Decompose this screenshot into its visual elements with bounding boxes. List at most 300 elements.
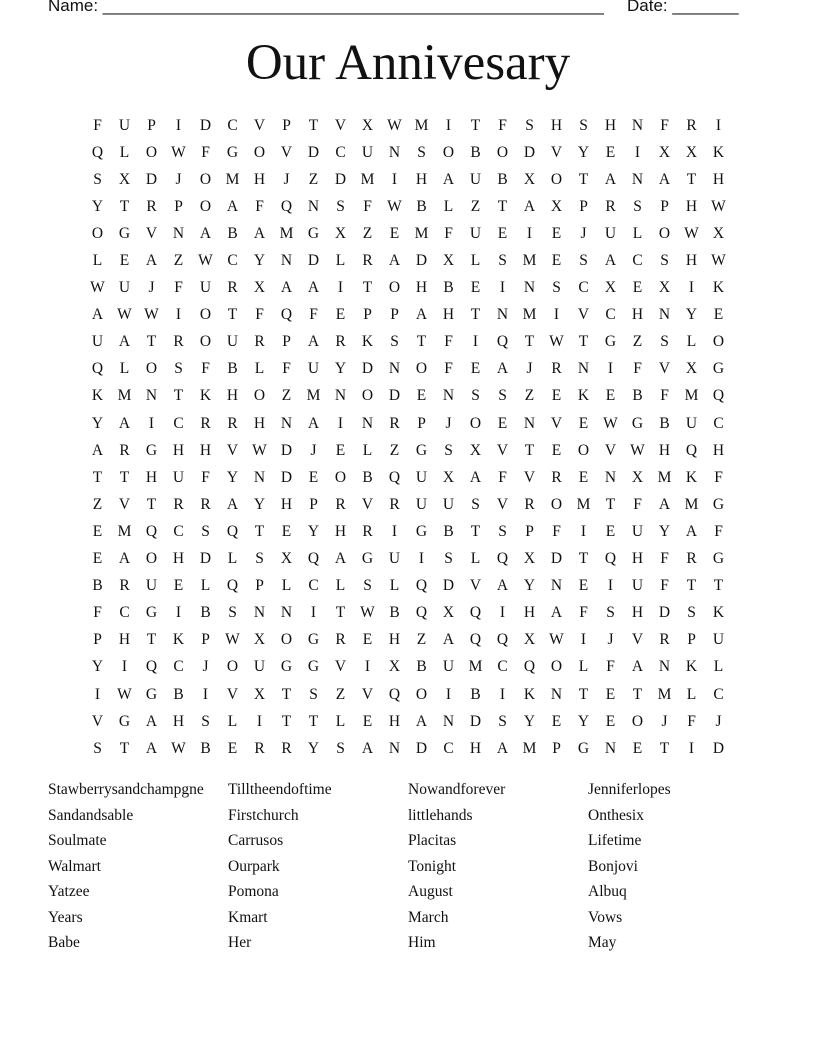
grid-cell: H [631,550,644,568]
grid-cell: T [605,495,616,513]
grid-row [84,681,732,708]
grid-cell: U [307,360,320,378]
grid-cell: Y [685,306,698,324]
grid-cell: V [577,306,590,324]
grid-cell: P [687,631,696,649]
grid-cell: F [714,522,723,540]
grid-cell: V [550,414,563,432]
grid-cell: R [146,197,157,215]
grid-cell: Z [173,252,184,270]
grid-row [84,546,732,573]
grid-cell: E [605,712,616,730]
grid-cell: Z [92,495,103,513]
grid-cell: X [280,550,293,568]
grid-cell: Q [91,360,104,378]
grid-cell: A [145,712,158,730]
grid-cell: N [550,577,563,595]
word-list-item: Firstchurch [228,806,299,824]
grid-cell: A [415,712,428,730]
grid-cell: S [444,550,453,568]
grid-cell: O [199,197,212,215]
grid-cell: Q [226,522,239,540]
grid-cell: O [253,143,266,161]
grid-cell: O [442,143,455,161]
grid-cell: P [579,197,588,215]
grid-cell: G [631,414,644,432]
word-list-item: Walmart [48,857,101,875]
grid-cell: A [226,197,239,215]
grid-cell: V [253,116,266,134]
grid-cell: U [415,468,428,486]
grid-cell: W [630,441,645,459]
grid-cell: R [524,495,535,513]
grid-cell: Q [226,577,239,595]
grid-cell: Y [253,495,266,513]
grid-cell: T [578,333,589,351]
grid-cell: E [578,468,589,486]
grid-cell: H [550,116,563,134]
grid-cell: B [362,468,373,486]
grid-cell: I [472,333,479,351]
grid-cell: A [118,550,131,568]
grid-cell: E [92,550,103,568]
grid-cell: X [442,252,455,270]
grid-cell: W [171,143,186,161]
grid-cell: G [307,631,320,649]
grid-cell: E [362,712,373,730]
grid-cell: C [227,252,238,270]
grid-cell: A [307,333,320,351]
grid-cell: E [551,252,562,270]
grid-cell: E [389,224,400,242]
grid-cell: V [280,143,293,161]
grid-cell: Z [524,387,535,405]
grid-cell: O [415,360,428,378]
grid-cell: S [498,387,507,405]
grid-cell: W [117,306,132,324]
grid-cell: F [444,224,453,242]
grid-cell: Q [469,604,482,622]
grid-cell: D [280,441,293,459]
grid-cell: G [361,550,374,568]
grid-cell: C [443,739,454,757]
grid-cell: Y [523,712,536,730]
grid-cell: L [686,685,697,703]
grid-cell: O [199,170,212,188]
grid-cell: T [92,468,103,486]
grid-cell: Q [388,685,401,703]
grid-cell: B [470,143,481,161]
grid-cell: O [253,387,266,405]
grid-cell: B [227,224,238,242]
grid-cell: N [658,306,671,324]
grid-row [84,627,732,654]
grid-cell: W [90,279,105,297]
grid-cell: Y [91,414,104,432]
grid-cell: C [119,604,130,622]
grid-cell: R [254,739,265,757]
grid-cell: G [712,550,725,568]
grid-cell: O [658,224,671,242]
grid-cell: T [686,170,697,188]
grid-cell: N [442,387,455,405]
grid-cell: G [145,441,158,459]
word-list-item: Her [228,934,252,951]
grid-cell: X [631,468,644,486]
grid-cell: Q [388,468,401,486]
grid-cell: T [470,522,481,540]
grid-cell: I [148,414,155,432]
grid-cell: R [659,631,670,649]
grid-cell: D [658,604,671,622]
grid-cell: N [577,360,590,378]
grid-cell: U [172,468,185,486]
grid-cell: W [711,197,726,215]
word-list-item: Babe [48,934,80,951]
word-list-item: Tilltheendoftime [228,781,332,798]
grid-cell: B [659,414,670,432]
grid-cell: C [308,577,319,595]
grid-cell: P [147,116,156,134]
grid-cell: M [225,170,240,188]
grid-cell: Y [307,739,320,757]
grid-cell: S [606,604,615,622]
grid-row [84,437,732,464]
word-column [408,777,588,956]
grid-row [84,491,732,518]
grid-cell: M [279,224,294,242]
grid-cell: C [713,414,724,432]
word-list-item: August [408,883,453,900]
header [48,0,748,20]
grid-cell: X [658,143,671,161]
grid-cell: X [685,143,698,161]
grid-cell: V [118,495,131,513]
grid-cell: R [200,495,211,513]
grid-cell: H [118,631,131,649]
grid-cell: B [416,197,427,215]
grid-cell: Q [469,631,482,649]
word-list-item: Him [408,934,436,951]
grid-cell: Y [658,522,671,540]
grid-cell: F [579,604,588,622]
grid-cell: D [523,143,536,161]
grid-cell: I [175,604,182,622]
grid-cell: T [119,468,130,486]
grid-cell: S [579,116,588,134]
grid-cell: A [145,739,158,757]
grid-cell: F [498,468,507,486]
word-list-item: Stawberrysandchampgne [48,781,204,798]
grid-cell: Y [577,712,590,730]
grid-cell: Q [604,550,617,568]
grid-cell: G [604,333,617,351]
grid-cell: R [335,333,346,351]
grid-cell: L [632,224,643,242]
grid-cell: A [658,170,671,188]
grid-cell: R [389,495,400,513]
grid-cell: C [227,116,238,134]
grid-cell: X [523,170,536,188]
grid-cell: A [91,441,104,459]
grid-cell: W [603,414,618,432]
grid-cell: S [525,116,534,134]
grid-cell: O [712,333,725,351]
grid-cell: T [578,685,589,703]
grid-cell: U [469,224,482,242]
grid-cell: L [119,360,130,378]
grid-cell: R [119,441,130,459]
page-title: Our Annivesary [245,35,571,91]
grid-cell: N [307,197,320,215]
grid-cell: D [307,143,320,161]
grid-cell: T [173,387,184,405]
grid-cell: X [388,658,401,676]
grid-cell: Q [91,143,104,161]
grid-cell: H [631,604,644,622]
grid-cell: I [175,116,182,134]
grid-cell: A [145,252,158,270]
grid-cell: Z [470,197,481,215]
grid-cell: L [119,143,130,161]
grid-cell: N [631,170,644,188]
grid-cell: H [172,441,185,459]
grid-cell: C [335,143,346,161]
grid-cell: I [418,550,425,568]
grid-cell: F [309,306,318,324]
word-list-item: Bonjovi [588,857,638,875]
grid-cell: N [631,116,644,134]
grid-cell: F [93,604,102,622]
grid-cell: O [199,333,212,351]
grid-cell: C [173,658,184,676]
grid-cell: W [198,252,213,270]
grid-cell: E [632,739,643,757]
grid-cell: T [308,116,319,134]
grid-cell: A [280,279,293,297]
grid-cell: X [334,224,347,242]
grid-cell: E [497,414,508,432]
grid-cell: G [280,658,293,676]
grid-cell: A [307,279,320,297]
grid-cell: N [442,712,455,730]
grid-cell: S [471,495,480,513]
grid-cell: O [334,468,347,486]
grid-cell: T [281,712,292,730]
grid-cell: C [605,306,616,324]
grid-cell: W [684,224,699,242]
grid-cell: V [496,441,509,459]
grid-cell: D [415,252,428,270]
grid-row [84,329,732,356]
grid-cell: A [118,333,131,351]
grid-cell: U [361,143,374,161]
grid-cell: G [415,522,428,540]
grid-cell: R [686,550,697,568]
grid-cell: U [118,279,131,297]
grid-cell: A [307,414,320,432]
grid-cell: A [469,468,482,486]
grid-cell: T [686,577,697,595]
grid-cell: O [91,224,104,242]
name-field: Name: _____________________________________________________ [48,0,604,15]
grid-cell: X [442,468,455,486]
grid-cell: Y [91,658,104,676]
grid-cell: B [173,685,184,703]
grid-cell: I [607,360,614,378]
grid-cell: P [309,495,318,513]
grid-cell: R [227,414,238,432]
grid-cell: A [91,306,104,324]
grid-cell: C [173,522,184,540]
grid-cell: O [577,441,590,459]
grid-cell: E [551,712,562,730]
grid-cell: H [415,170,428,188]
grid-cell: I [499,604,506,622]
grid-cell: Q [145,522,158,540]
grid-cell: S [228,604,237,622]
grid-cell: E [551,224,562,242]
word-list-item: May [588,934,617,951]
grid-cell: O [496,143,509,161]
grid-cell: E [92,522,103,540]
grid-cell: U [199,279,212,297]
grid-cell: S [444,441,453,459]
word-list-item: Carrusos [228,832,284,849]
grid-cell: U [145,577,158,595]
grid-cell: T [524,441,535,459]
grid-cell: A [442,631,455,649]
grid-cell: R [173,333,184,351]
grid-cell: F [660,116,669,134]
grid-cell: X [469,441,482,459]
grid-cell: A [550,604,563,622]
grid-cell: X [442,604,455,622]
grid-cell: W [549,333,564,351]
grid-cell: T [146,631,157,649]
grid-cell: D [199,550,212,568]
word-column [588,777,768,956]
grid-cell: U [442,658,455,676]
grid-cell: F [255,197,264,215]
grid-cell: W [144,306,159,324]
grid-cell: S [363,577,372,595]
grid-cell: Q [523,658,536,676]
grid-cell: V [604,441,617,459]
word-list-item: Pomona [228,883,279,900]
grid-cell: L [443,197,454,215]
grid-row [84,654,732,681]
grid-cell: L [713,658,724,676]
grid-cell: M [117,387,132,405]
grid-cell: E [470,360,481,378]
grid-cell: S [660,333,669,351]
word-list-item: Jenniferlopes [588,781,671,798]
word-list-item: Albuq [588,883,627,900]
grid-cell: F [552,522,561,540]
grid-cell: V [361,685,374,703]
grid-cell: I [715,116,722,134]
word-list-item: Sandandsable [48,806,134,824]
grid-cell: G [712,495,725,513]
grid-cell: J [283,170,290,188]
grid-cell: V [91,712,104,730]
grid-cell: N [361,414,374,432]
grid-cell: V [226,685,239,703]
grid-cell: L [578,658,589,676]
grid-cell: Q [685,441,698,459]
grid-cell: E [605,685,616,703]
grid-cell: W [252,441,267,459]
grid-cell: M [522,252,537,270]
grid-cell: J [310,441,317,459]
grid-cell: U [388,550,401,568]
grid-row [84,220,732,247]
grid-cell: H [604,116,617,134]
grid-cell: R [227,279,238,297]
grid-cell: N [523,414,536,432]
grid-cell: E [173,577,184,595]
grid-cell: E [335,441,346,459]
grid-cell: T [227,306,238,324]
grid-row [84,356,732,383]
grid-cell: M [414,224,429,242]
grid-cell: T [497,197,508,215]
grid-cell: M [414,116,429,134]
grid-cell: S [633,197,642,215]
grid-cell: K [712,604,725,622]
grid-cell: M [684,495,699,513]
grid-cell: U [253,658,266,676]
grid-cell: T [308,712,319,730]
grid-cell: S [255,550,264,568]
grid-cell: H [172,712,185,730]
grid-cell: W [387,197,402,215]
grid-cell: F [714,468,723,486]
grid-cell: R [281,739,292,757]
grid-cell: E [335,306,346,324]
grid-cell: A [496,360,509,378]
grid-cell: U [226,333,239,351]
grid-cell: B [389,604,400,622]
grid-cell: H [469,739,482,757]
grid-cell: N [172,224,185,242]
grid-cell: O [631,712,644,730]
grid-cell: C [173,414,184,432]
grid-cell: V [523,468,536,486]
grid-cell: K [199,387,212,405]
grid-cell: F [444,360,453,378]
grid-cell: N [496,306,509,324]
grid-cell: F [687,712,696,730]
grid-cell: N [388,143,401,161]
grid-cell: Z [308,170,319,188]
grid-cell: P [552,739,561,757]
grid-cell: E [578,577,589,595]
grid-cell: E [551,441,562,459]
grid-cell: U [631,522,644,540]
grid-cell: I [94,685,101,703]
grid-cell: K [712,143,725,161]
grid-cell: A [361,739,374,757]
grid-cell: P [93,631,102,649]
grid-cell: L [254,360,265,378]
grid-cell: A [226,495,239,513]
grid-cell: Y [253,252,266,270]
grid-cell: L [92,252,103,270]
grid-cell: P [282,116,291,134]
grid-cell: T [659,739,670,757]
